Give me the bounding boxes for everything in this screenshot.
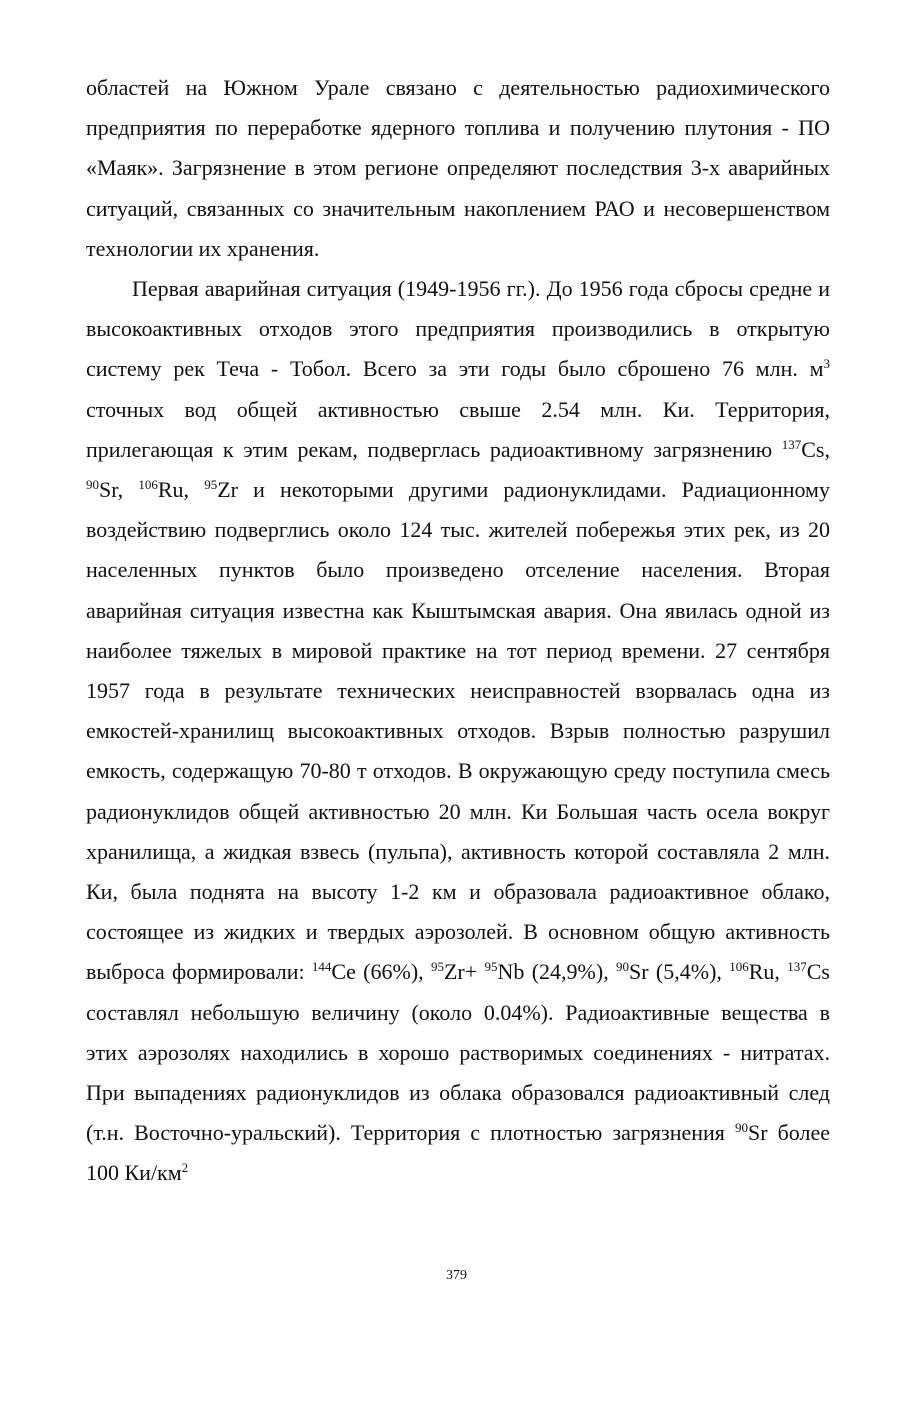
superscript: 106	[729, 959, 749, 975]
text-run: Ru,	[748, 959, 788, 985]
superscript: 90	[616, 959, 630, 975]
text-run: Ce (66%),	[331, 959, 431, 985]
superscript: 106	[138, 477, 158, 493]
text-run: Cs составлял небольшую величину (около 0.04%). Радиоактивные вещества в этих аэрозолях находились в хорошо растворимых соединениях - нитратах. При выпадениях радионуклидов из облака образовался радиоактивный след (т.н. Восточно-уральский). Территория с плотностью загрязнения	[86, 959, 830, 1146]
text-run: Sr (5,4%),	[629, 959, 730, 985]
superscript: 90	[86, 477, 99, 493]
page-number: 379	[446, 1268, 467, 1283]
superscript: 144	[311, 959, 332, 975]
paragraph-2	[86, 269, 830, 1194]
text-run: Sr,	[99, 477, 139, 503]
superscript: 95	[484, 959, 498, 975]
text-run: Zr и некоторыми другими радионуклидами. Радиационному воздействию подверглись около 124 тыс. жителей побережья этих рек, из 20 населенных пунктов было произведено отселение населения. Вторая аварийная ситуация известна как Кыштымская авария. Она явилась одной из наиболее тяжелых в мировой практике на тот период времени. 27 сентября 1957 года в результате технических неисправностей взорвалась одна из емкостей-хранилищ высокоактивных отходов. Взрыв полностью разрушил емкость, содержащую 70-80 т отходов. В окружающую среду поступила смесь радионуклидов общей активностью 20 млн. Ки Большая часть осела вокруг хранилища, а жидкая взвесь (пульпа), активность которой составляла 2 млн. Ки, была поднята на высоту 1-2 км и образовала радиоактивное облако, состоящее из жидких и твердых аэрозолей. В основном общую активность выброса формировали:	[86, 477, 830, 985]
superscript: 90	[734, 1120, 748, 1136]
text-run: Cs,	[801, 436, 830, 462]
superscript: 2	[181, 1160, 189, 1176]
text-run: сточных вод общей активностью свыше 2.54 млн. Ки. Территория, прилегающая к этим рекам, подверглась радиоактивному загрязнению	[86, 396, 830, 462]
paragraph-1	[86, 68, 830, 269]
text-run: Zr+	[443, 959, 485, 985]
superscript: 95	[204, 477, 218, 493]
superscript: 3	[823, 356, 830, 372]
text-run: Sr более 100 Ки/км	[86, 1120, 830, 1186]
superscript: 137	[781, 436, 802, 452]
document-page	[86, 68, 830, 1194]
text-run: областей на Южном Урале связано с деятельностью радиохимического предприятия по переработке ядерного топлива и получению плутония - ПО «Маяк». Загрязнение в этом регионе определяют последствия 3-х аварийных ситуаций, связанных со значительным накоплением РАО и несовершенством технологии их хранения.	[86, 75, 830, 261]
text-run: Nb (24,9%),	[497, 959, 617, 985]
superscript: 137	[787, 959, 807, 975]
superscript: 95	[430, 959, 444, 975]
text-run: Ru,	[157, 477, 205, 503]
text-run: Первая аварийная ситуация (1949-1956 гг.). До 1956 года сбросы средне и высокоактивных отходов этого предприятия производились в открытую систему рек Теча - Тобол. Всего за эти годы было сброшено 76 млн. м	[86, 276, 830, 382]
